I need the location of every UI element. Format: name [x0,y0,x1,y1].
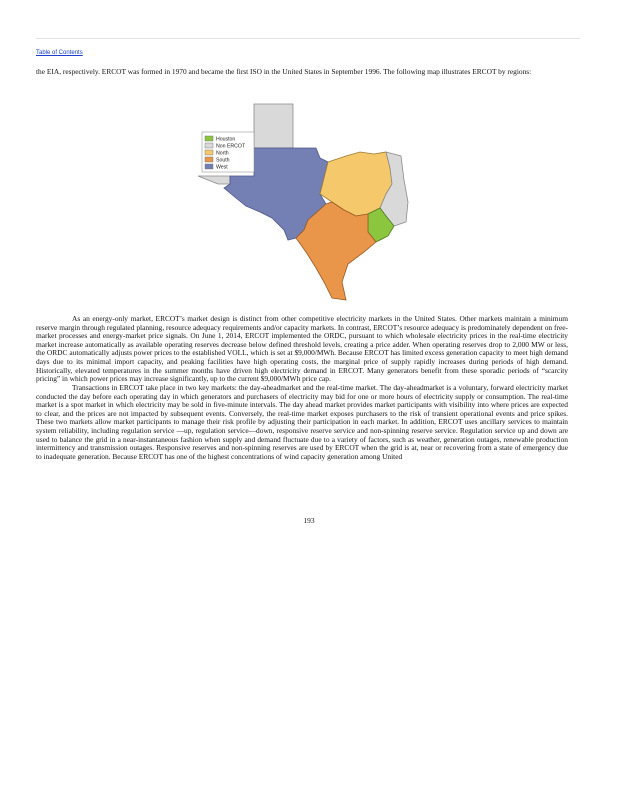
map-legend [202,132,254,172]
legend-swatch [205,143,213,148]
page-number: 193 [303,516,315,525]
map-region-non-ercot-west [198,176,230,184]
energy-only-market-paragraph: As an energy-only market, ERCOT’s market design is distinct from other competitive electricity markets in the United States. Other markets maintain a minimum reserve margin through regulated planning, resource adequacy requirements and/or capacity markets. In contrast, ERCOT’s resource adequacy is predominately dependent on free-market processes and energy-market price signals. On June 1, 2014, ERCOT implemented the ORDC, pursuant to which wholesale electricity prices in the real-time electricity market increase automatically as available operating reserves decrease below defined threshold levels, creating a price adder. When operating reserves drop to 2,000 MW or less, the ORDC automatically adjusts power prices to the established VOLL, which is set at $9,000/MWh. Because ERCOT has limited excess generation capacity to meet high demand days due to its minimal import capacity, and peaking facilities have high operating costs, the marginal price of supply rapidly increases during periods of high demand. Historically, elevated temperatures in the summer months have driven high electricity demand in ERCOT. Many generators benefit from these sporadic periods of “scarcity pricing” in which power prices may increase significantly, up to the current $9,000/MWh price cap. [36,314,568,384]
legend-swatch [205,157,213,162]
legend-label: North [216,150,229,157]
intro-paragraph: the EIA, respectively. ERCOT was formed in 1970 and became the first ISO in the United States in September 1996. The following map illustrates ERCOT by regions: [36,67,532,76]
ercot-regions-map [196,102,426,307]
map-region-non-ercot-panhandle [254,104,293,148]
texas-map-figure [196,102,426,307]
header-rule [36,38,580,39]
legend-swatch [205,164,213,169]
legend-label: Non ERCOT [216,143,246,150]
legend-swatch [205,136,213,141]
legend-label: Houston [216,136,236,143]
legend-label: West [216,164,228,171]
legend-label: South [216,157,230,164]
table-of-contents-link[interactable]: Table of Contents [36,50,83,56]
transactions-paragraph: Transactions in ERCOT take place in two key markets: the day-aheadmarket and the real-time market. The day-aheadmarket is a voluntary, forward electricity market conducted the day before each operating day in which generators and purchasers of electricity may bid for one or more hours of electricity supply or consumption. The real-time market is a spot market in which electricity may be sold in five-minute intervals. The day ahead market provides market participants with visibility into where prices are expected to clear, and the prices are not impacted by subsequent events. Conversely, the real-time market exposes purchasers to the risk of transient operational events and price spikes. These two markets allow market participants to manage their risk profile by adjusting their participation in each market. In addition, ERCOT uses ancillary services to maintain system reliability, including regulation service —up, regulation service—down, responsive reserve service and non-spinning reserve service. Regulation service up and down are used to balance the grid in a near-instantaneous fashion when supply and demand fluctuate due to a variety of factors, such as weather, generation outages, renewable production intermittency and transmission outages. Responsive reserves and non-spinning reserves are used by ERCOT when the grid is at, near or recovering from a state of emergency due to inadequate generation. Because ERCOT has one of the highest concentrations of wind capacity generation among United [36,383,568,461]
legend-swatch [205,150,213,155]
